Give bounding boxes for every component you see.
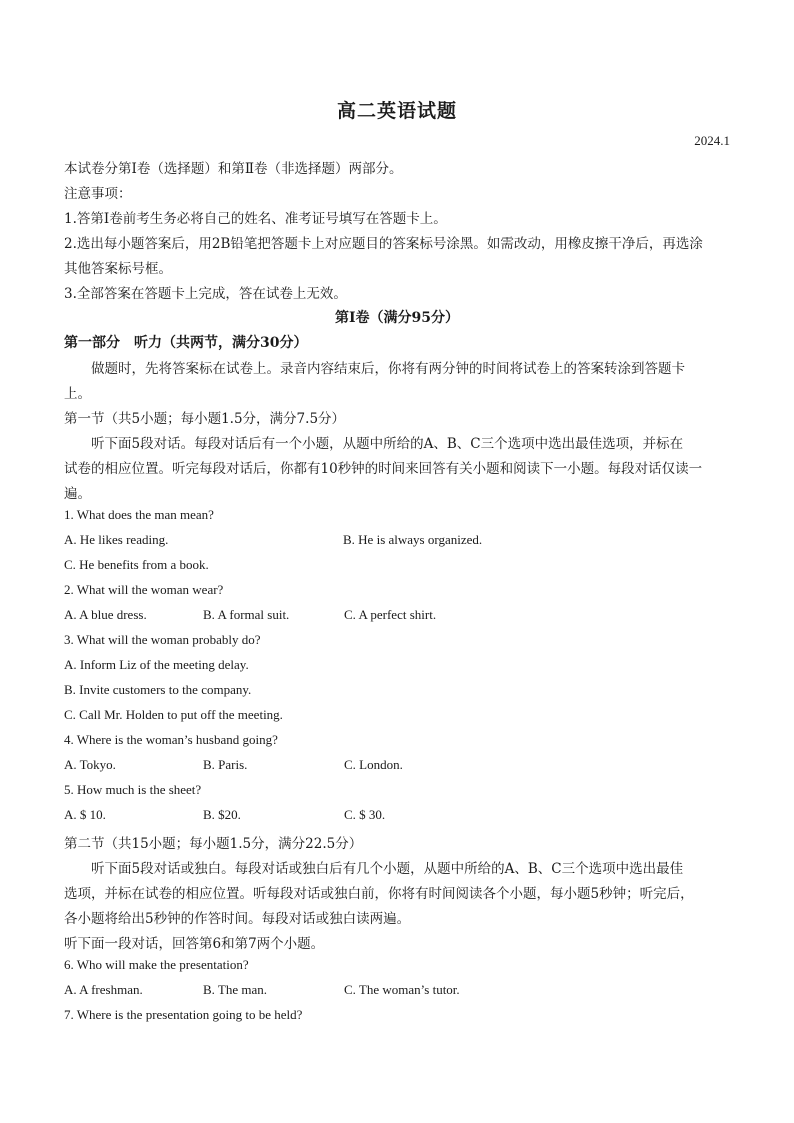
section-2-instruction-line-2: 选项，并标在试卷的相应位置。听每段对话或独白前，你将有时间阅读各个小题，每小题5秒钟；听完后， [64,886,694,902]
question-2-option-b: B. A formal suit. [203,607,290,622]
note-2-line-2: 其他答案标号框。 [64,261,172,277]
section-2-title: 第二节（共15小题；每小题1.5分，满分22.5分） [64,836,363,852]
part-1-title: 第一部分 听力（共两节，满分30分） [64,335,308,351]
paper-description: 本试卷分第Ⅰ卷（选择题）和第Ⅱ卷（非选择题）两部分。 [64,161,403,177]
question-5-option-a: A. $ 10. [64,807,106,822]
notes-heading: 注意事项： [64,186,132,202]
question-5-option-b: B. $20. [203,807,241,822]
part-1-instruction-line-2: 上。 [64,386,91,402]
question-6-option-a: A. A freshman. [64,982,143,997]
note-1: 1.答第Ⅰ卷前考生务必将自己的姓名、准考证号填写在答题卡上。 [64,211,447,227]
question-4-stem: 4. Where is the woman’s husband going? [64,732,278,747]
question-2-option-a: A. A blue dress. [64,607,147,622]
volume-1-title: 第Ⅰ卷（满分95分） [334,310,460,326]
question-4-option-b: B. Paris. [203,757,248,772]
question-4-option-a: A. Tokyo. [64,757,116,772]
section-2-instruction-line-1: 听下面5段对话或独白。每段对话或独白后有几个小题，从题中所给的A、B、C三个选项中选出最佳 [91,861,684,877]
note-2-line-1: 2.选出每小题答案后，用2B铅笔把答题卡上对应题目的答案标号涂黑。如需改动，用橡皮擦干净后，再选涂 [64,236,703,252]
question-6-option-c: C. The woman’s tutor. [344,982,460,997]
question-1-stem: 1. What does the man mean? [64,507,214,522]
section-2-instruction-line-3: 各小题将给出5秒钟的作答时间。每段对话或独白读两遍。 [64,911,411,927]
question-3-option-c: C. Call Mr. Holden to put off the meeting. [64,707,283,722]
question-1-option-b: B. He is always organized. [343,532,483,547]
question-1-option-a: A. He likes reading. [64,532,169,547]
question-6-option-b: B. The man. [203,982,268,997]
question-3-option-b: B. Invite customers to the company. [64,682,252,697]
question-3-stem: 3. What will the woman probably do? [64,632,261,647]
question-1-option-c: C. He benefits from a book. [64,557,209,572]
exam-date: 2024.1 [694,133,730,148]
section-1-title: 第一节（共5小题；每小题1.5分，满分7.5分） [64,411,346,427]
section-1-instruction-line-2: 试卷的相应位置。听完每段对话后，你都有10秒钟的时间来回答有关小题和阅读下一小题。每段对话仅读一 [64,461,703,477]
part-1-instruction-line-1: 做题时，先将答案标在试卷上。录音内容结束后，你将有两分钟的时间将试卷上的答案转涂到答题卡 [91,361,685,377]
question-2-option-c: C. A perfect shirt. [344,607,437,622]
dialogue-1-instruction: 听下面一段对话，回答第6和第7两个小题。 [64,936,325,952]
question-7-stem: 7. Where is the presentation going to be held? [64,1007,303,1022]
note-3: 3.全部答案在答题卡上完成，答在试卷上无效。 [64,286,347,302]
question-6-stem: 6. Who will make the presentation? [64,957,249,972]
section-1-instruction-line-1: 听下面5段对话。每段对话后有一个小题，从题中所给的A、B、C三个选项中选出最佳选项，并标在 [91,436,684,452]
question-5-stem: 5. How much is the sheet? [64,782,202,797]
question-3-option-a: A. Inform Liz of the meeting delay. [64,657,249,672]
question-4-option-c: C. London. [344,757,403,772]
section-1-instruction-line-3: 遍。 [64,486,91,502]
exam-title: 高二英语试题 [336,100,457,122]
question-5-option-c: C. $ 30. [344,807,386,822]
question-2-stem: 2. What will the woman wear? [64,582,224,597]
